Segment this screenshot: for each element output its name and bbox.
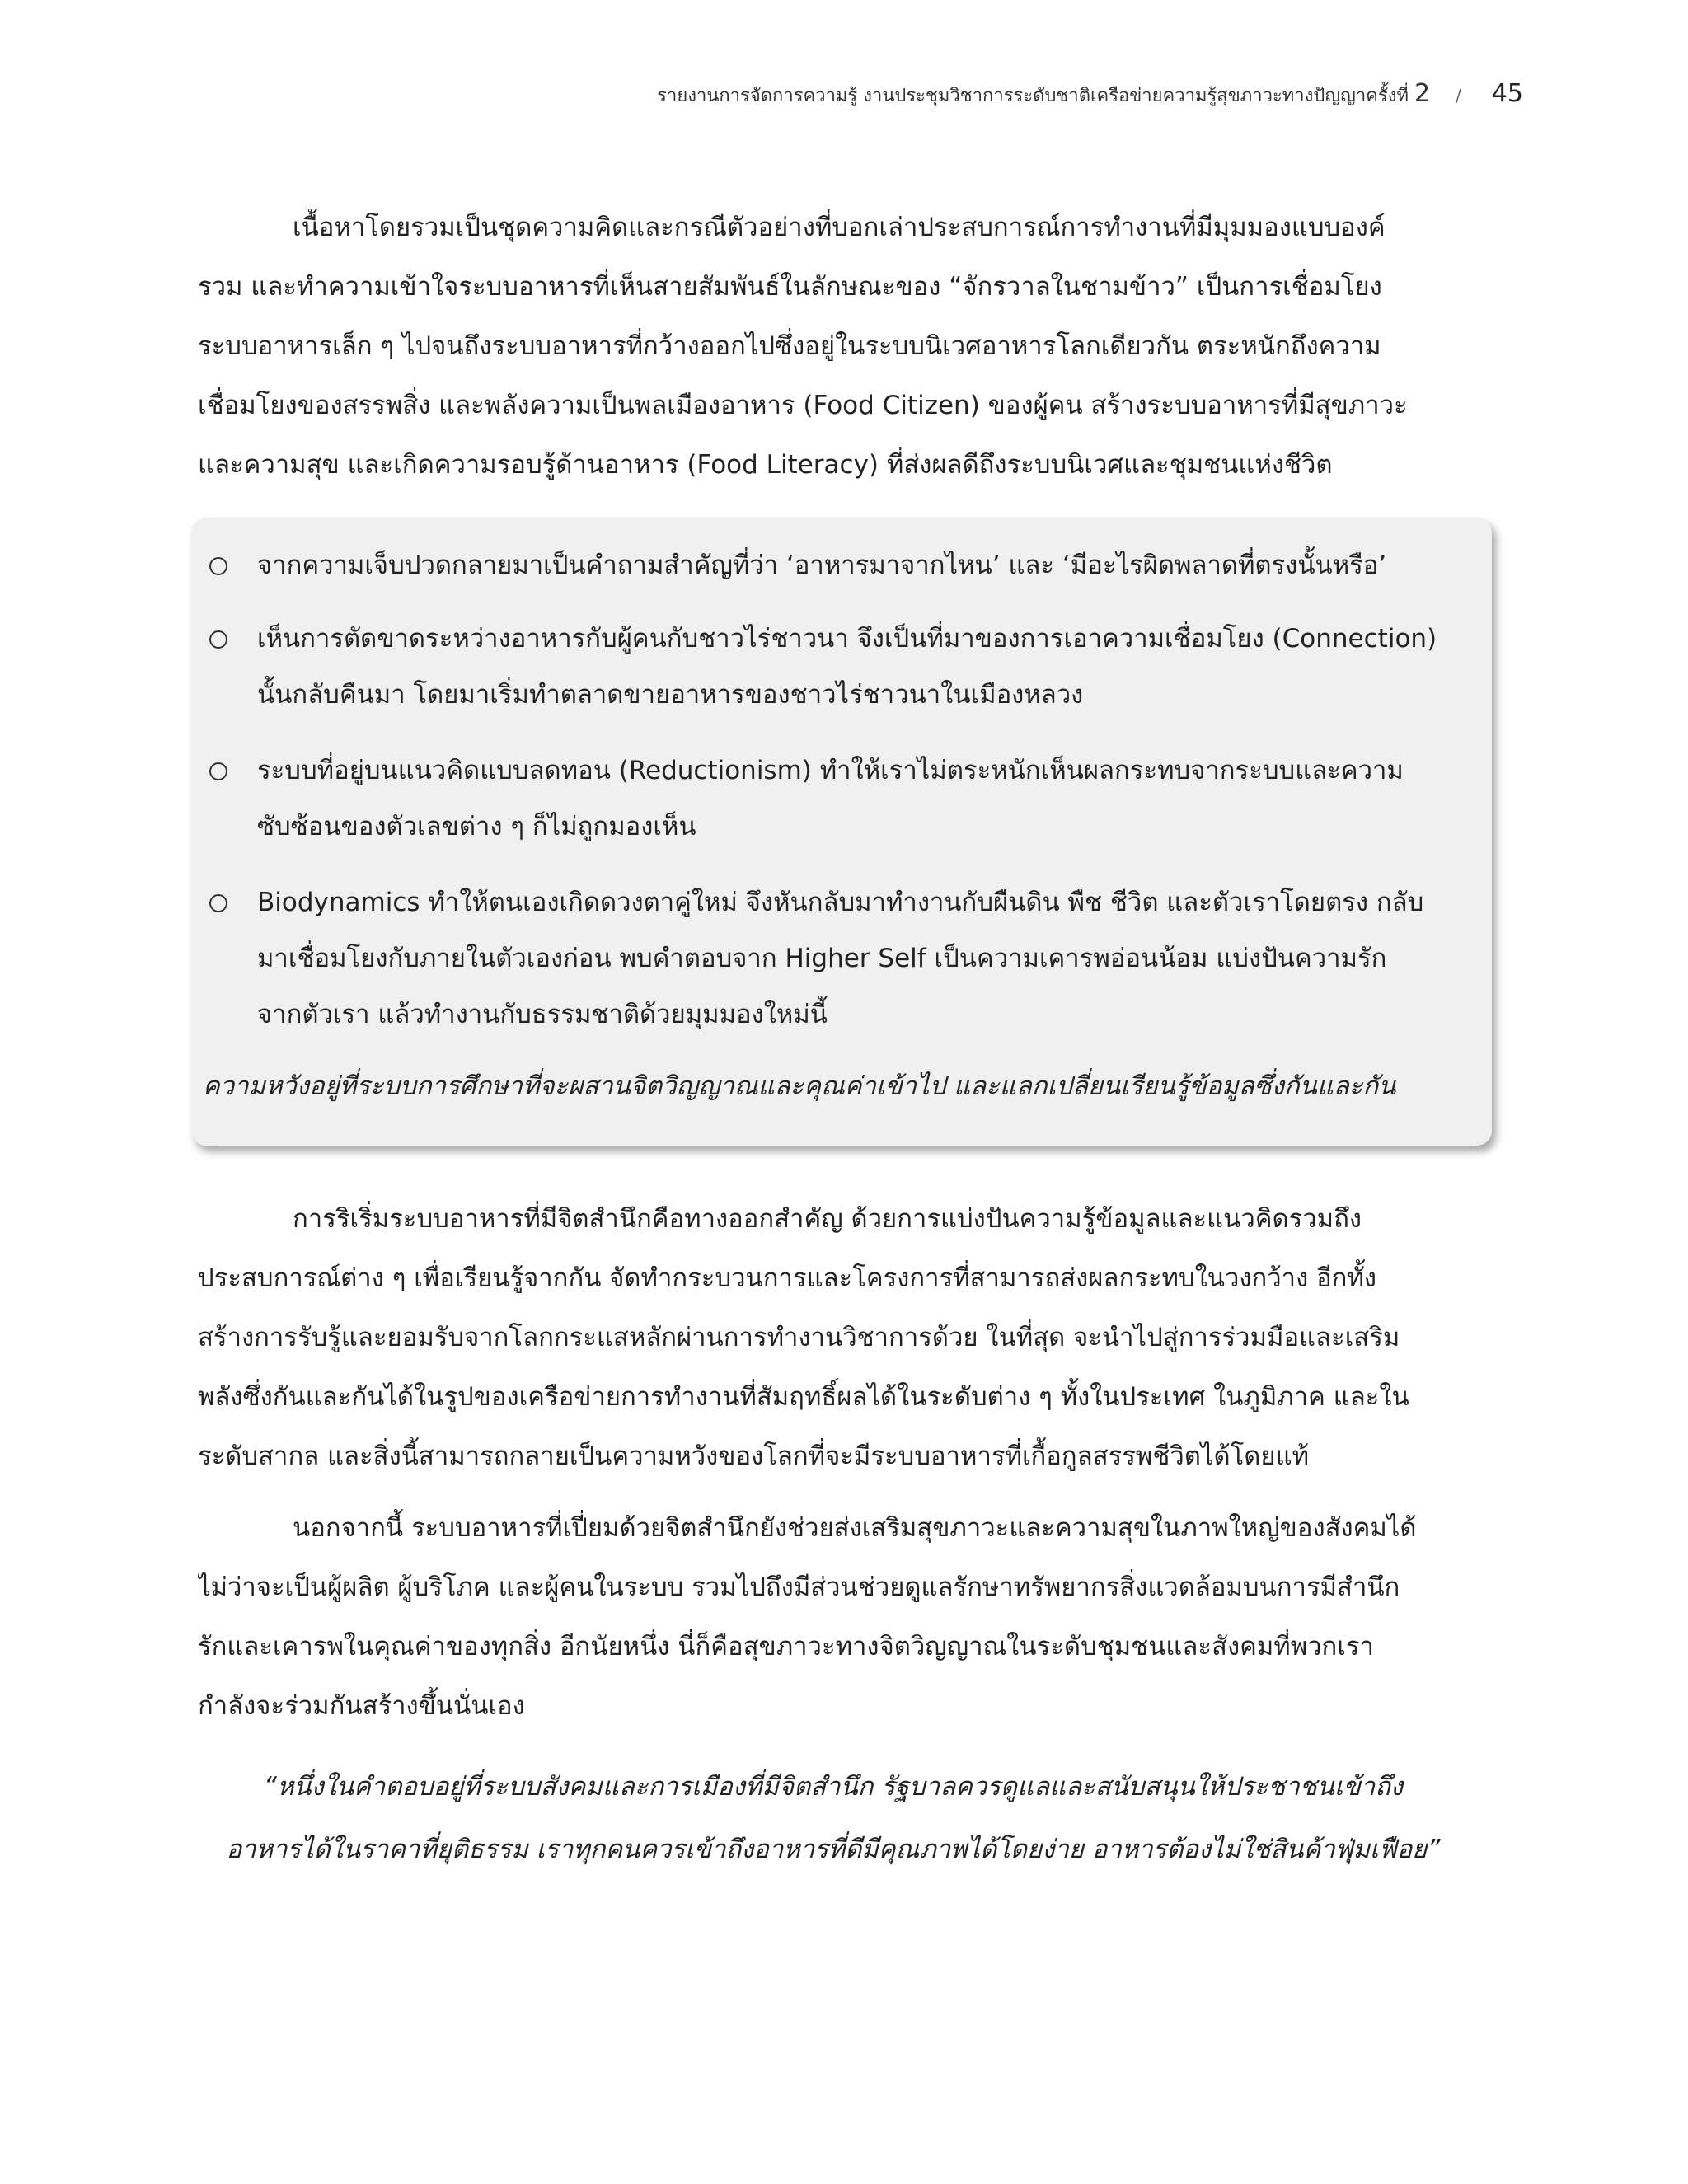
closing-quote	[198, 1755, 1469, 1881]
summary-item-line: ซับซ้อนของตัวเลขต่าง ๆ ก็ไม่ถูกมองเห็น	[257, 812, 696, 841]
header-edition: 2	[1414, 79, 1431, 108]
page-number: 45	[1491, 79, 1523, 108]
summary-item	[257, 611, 1477, 723]
header-separator: /	[1456, 86, 1461, 105]
paragraph-line: นอกจากนี้ ระบบอาหารที่เปี่ยมด้วยจิตสำนึกยังช่วยส่งเสริมสุขภาวะและความสุขในภาพใหญ่ของสังคมได้	[293, 1513, 1417, 1543]
summary-item-line: เห็นการตัดขาดระหว่างอาหารกับผู้คนกับชาวไร่ชาวนา จึงเป็นที่มาของการเอาความเชื่อมโยง (Connection)	[257, 624, 1437, 654]
intro-line: เนื้อหาโดยรวมเป็นชุดความคิดและกรณีตัวอย่างที่บอกเล่าประสบการณ์การทำงานที่มีมุมมองแบบองค์	[293, 213, 1386, 242]
summary-item-line: Biodynamics ทำให้ตนเองเกิดดวงตาคู่ใหม่ จึงหันกลับมาทำงานกับผืนดิน พืช ชีวิต และตัวเราโดยตรง กลับ	[257, 888, 1424, 917]
summary-item	[257, 874, 1477, 1043]
summary-box	[191, 518, 1492, 1146]
paragraph-line: กำลังจะร่วมกันสร้างขึ้นนั่นเอง	[198, 1691, 525, 1721]
summary-item-line: นั้นกลับคืนมา โดยมาเริ่มทำตลาดขายอาหารของชาวไร่ชาวนาในเมืองหลวง	[257, 680, 1084, 710]
paragraph-line: ประสบการณ์ต่าง ๆ เพื่อเรียนรู้จากกัน จัดทำกระบวนการและโครงการที่สามารถส่งผลกระทบในวงกว้าง อีกทั้ง	[198, 1263, 1377, 1293]
paragraph-line: ไม่ว่าจะเป็นผู้ผลิต ผู้บริโภค และผู้คนในระบบ รวมไปถึงมีส่วนช่วยดูแลรักษาทรัพยากรสิ่งแวดล้อมบนการมีสำนึก	[198, 1572, 1400, 1602]
running-header	[165, 79, 1523, 110]
summary-item	[257, 743, 1477, 855]
summary-item	[257, 537, 1477, 593]
paragraph-line: การริเริ่มระบบอาหารที่มีจิตสำนึกคือทางออกสำคัญ ด้วยการแบ่งปันความรู้ข้อมูลและแนวคิดรวมถึง	[293, 1204, 1362, 1234]
summary-item-line: มาเชื่อมโยงกับภายในตัวเองก่อน พบคำตอบจาก Higher Self เป็นความเคารพอ่อนน้อม แบ่งปันความรัก	[257, 944, 1387, 973]
bullet-circle-icon	[209, 894, 227, 912]
summary-item-line: จากความเจ็บปวดกลายมาเป็นคำถามสำคัญที่ว่า ‘อาหารมาจากไหน’ และ ‘มีอะไรผิดพลาดที่ตรงนั้นหรือ’	[257, 551, 1387, 580]
quote-line: “หนึ่งในคำตอบอยู่ที่ระบบสังคมและการเมืองที่มีจิตสำนึก รัฐบาลควรดูแลและสนับสนุนให้ประชาชนเข้าถึง	[263, 1772, 1404, 1802]
box-quote: ความหวังอยู่ที่ระบบการศึกษาที่จะผสานจิตวิญญาณและคุณค่าเข้าไป และแลกเปลี่ยนเรียนรู้ข้อมูลซึ่งกันและกัน	[203, 1071, 1396, 1101]
intro-line: ระบบอาหารเล็ก ๆ ไปจนถึงระบบอาหารที่กว้างออกไปซึ่งอยู่ในระบบนิเวศอาหารโลกเดียวกัน ตระหนักถึงความ	[198, 331, 1381, 361]
paragraph-line: สร้างการรับรู้และยอมรับจากโลกกระแสหลักผ่านการทำงานวิชาการด้วย ในที่สุด จะนำไปสู่การร่วมมือและเสริม	[198, 1323, 1400, 1352]
bullet-circle-icon	[209, 630, 227, 649]
paragraph-line: รักและเคารพในคุณค่าของทุกสิ่ง อีกนัยหนึ่ง นี่ก็คือสุขภาวะทางจิตวิญญาณในระดับชุมชนและสังคมที่พวกเรา	[198, 1632, 1374, 1661]
intro-line: เชื่อมโยงของสรรพสิ่ง และพลังความเป็นพลเมืองอาหาร (Food Citizen) ของผู้คน สร้างระบบอาหารที่มีสุขภาวะ	[198, 391, 1408, 420]
summary-item-line: ระบบที่อยู่บนแนวคิดแบบลดทอน (Reductionism) ทำให้เราไม่ตระหนักเห็นผลกระทบจากระบบและความ	[257, 756, 1404, 785]
paragraph-line: พลังซึ่งกันและกันได้ในรูปของเครือข่ายการทำงานที่สัมฤทธิ์ผลได้ในระดับต่าง ๆ ทั้งในประเทศ ในภูมิภาค และใน	[198, 1382, 1409, 1412]
paragraph-line: ระดับสากล และสิ่งนี้สามารถกลายเป็นความหวังของโลกที่จะมีระบบอาหารที่เกื้อกูลสรรพชีวิตได้โดยแท้	[198, 1441, 1310, 1471]
summary-item-line: จากตัวเรา แล้วทำงานกับธรรมชาติด้วยมุมมองใหม่นี้	[257, 1000, 828, 1029]
intro-line: รวม และทำความเข้าใจระบบอาหารที่เห็นสายสัมพันธ์ในลักษณะของ “จักรวาลในชามข้าว” เป็นการเชื่อมโยง	[198, 272, 1382, 302]
intro-line: และความสุข และเกิดความรอบรู้ด้านอาหาร (Food Literacy) ที่ส่งผลดีถึงระบบนิเวศและชุมชนแห่งชีวิต	[198, 450, 1333, 480]
paragraph-initiative	[198, 1189, 1469, 1486]
intro-paragraph	[198, 198, 1469, 494]
paragraph-wellbeing	[198, 1498, 1469, 1736]
header-title: รายงานการจัดการความรู้ งานประชุมวิชาการระดับชาติเครือข่ายความรู้สุขภาวะทางปัญญาครั้งที่	[657, 86, 1409, 106]
bullet-circle-icon	[209, 557, 227, 575]
quote-line: อาหารได้ในราคาที่ยุติธรรม เราทุกคนควรเข้าถึงอาหารที่ดีมีคุณภาพได้โดยง่าย อาหารต้องไม่ใช่สินค้าฟุ่มเฟือย”	[226, 1835, 1441, 1864]
bullet-circle-icon	[209, 762, 227, 780]
